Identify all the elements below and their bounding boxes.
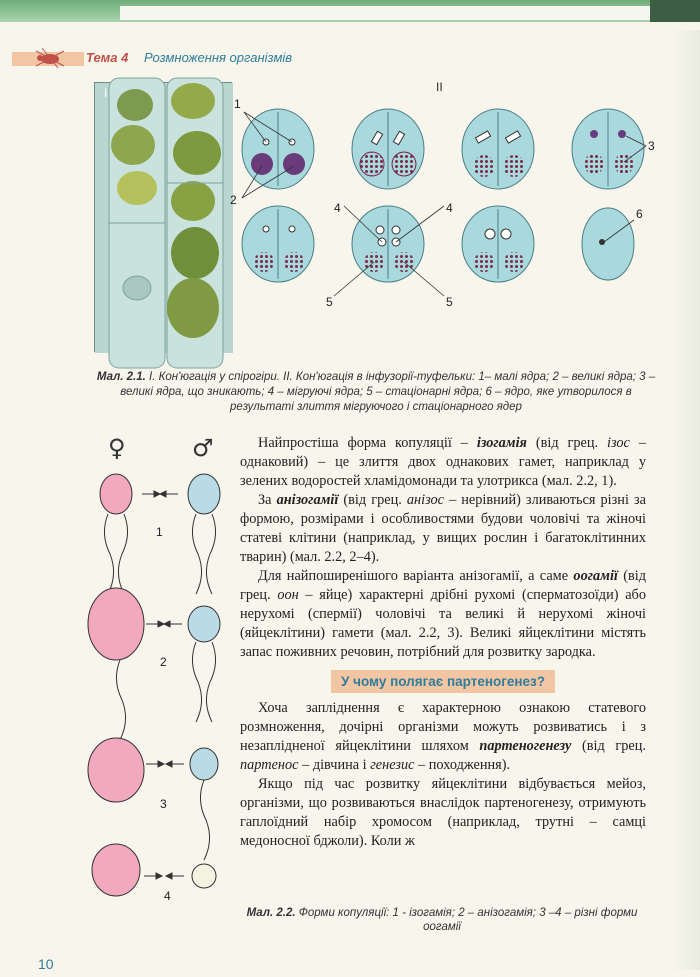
label-5a: 5 (326, 295, 333, 309)
section-heading: У чому полягає партеногенез? (240, 670, 646, 693)
spirogyra-photo (94, 82, 232, 352)
label-6: 6 (636, 207, 643, 221)
page-number: 10 (38, 956, 54, 972)
top-bar-dark-corner (650, 0, 700, 22)
male-symbol: ♂ (192, 434, 214, 462)
row-label-1: 1 (156, 525, 163, 539)
figure-2-1-caption-text: I. Кон'югація у спірогіри. II. Кон'югація в інфузорії-туфельки: 1– малі ядра; 2 – великі ядра; 3 – великі ядра, що зникають; 4 – мігруючі ядра; 5 – стаціонарні ядра; 6 – ядро, яке утворилося в результаті злиття мігруючого і стаціонарного ядер (120, 371, 656, 413)
stage-3 (462, 109, 534, 189)
figure-2-1-caption-number: Мал. 2.1. (96, 371, 146, 383)
row-label-4: 4 (164, 889, 171, 903)
stage-4 (572, 109, 644, 189)
label-2: 2 (230, 193, 237, 207)
stage-8 (582, 208, 634, 280)
figure-2-2-caption-number: Мал. 2.2. (246, 907, 296, 919)
paragraph-isogamy: Найпростіша форма копуляції – ізогамія (від грец. ізос – однаковий) – це злиття двох однакових гамет, наприклад у зелених водоростей хламідомонади та улотрикса (мал. 2.2, 1). (240, 435, 646, 489)
figure-label-II: II (436, 80, 443, 94)
body-text (240, 434, 646, 851)
figure-2-2-caption (232, 906, 652, 934)
stage-2 (352, 109, 424, 189)
chapter-header (12, 48, 312, 70)
paramecium-conjugation-figure (230, 94, 674, 359)
label-1: 1 (234, 97, 241, 111)
row-label-3: 3 (160, 797, 167, 811)
copulation-forms-figure (80, 434, 240, 914)
stage-1 (242, 109, 314, 189)
stage-7 (462, 206, 534, 282)
insect-icon (32, 48, 68, 68)
label-4b: 4 (446, 201, 453, 215)
figure-2-2-caption-text: Форми копуляції: 1 - ізогамія; 2 – анізогамія; 3 –4 – різні форми оогамії (295, 907, 638, 933)
topic-title: Розмноження організмів (144, 50, 293, 65)
label-5b: 5 (446, 295, 453, 309)
top-bar-white-band (120, 6, 650, 20)
topic-label: Тема 4 (86, 50, 129, 65)
stage-6 (352, 206, 424, 282)
paragraph-anisogamy: За анізогамії (від грец. анізос – нерівний) зливаються різні за формою, розмірами і особливостями будови чоловічі та жіночі статеві клітини (наприклад, у вищих рослин і багатоклітинних тварин) (мал. 2.2, 2–4). (240, 492, 646, 565)
female-symbol: ♀ (108, 434, 126, 462)
figure-2-1-caption (96, 370, 656, 415)
top-color-bar (0, 0, 700, 22)
paragraph-parthenogenesis: Хоча запліднення є характерною ознакою статевого розмноження, дочірні організми можуть розвиватись і з незаплідненої яйцеклітини шляхом партеногенезу (від грец. партенос – дівчина і генезис – походження). (240, 700, 646, 773)
paragraph-meiosis: Якщо під час розвитку яйцеклітини відбувається мейоз, організми, що розвиваються внаслідок партеногенезу, отримують гаплоїдний набір хромосом (наприклад, трутні – самці медоносної бджоли). Коли ж (240, 776, 646, 849)
figure-label-I: I (104, 86, 108, 100)
label-3: 3 (648, 139, 655, 153)
row-label-2: 2 (160, 655, 167, 669)
stage-5 (242, 206, 314, 282)
paragraph-oogamy: Для найпоширенішого варіанта анізогамії, а саме оогамії (від грец. оон – яйце) характерні дрібні рухомі (сперматозоїди) або нерухомі (спермії) чоловічі та великі й нерухомі жіночі (яйцеклітини) гамети (мал. 2.2, 3). Великі яйцеклітини містять запас поживних речовин, потрібний для розвитку зародка. (240, 568, 646, 660)
label-4a: 4 (334, 201, 341, 215)
page-edge-shadow (672, 30, 700, 970)
